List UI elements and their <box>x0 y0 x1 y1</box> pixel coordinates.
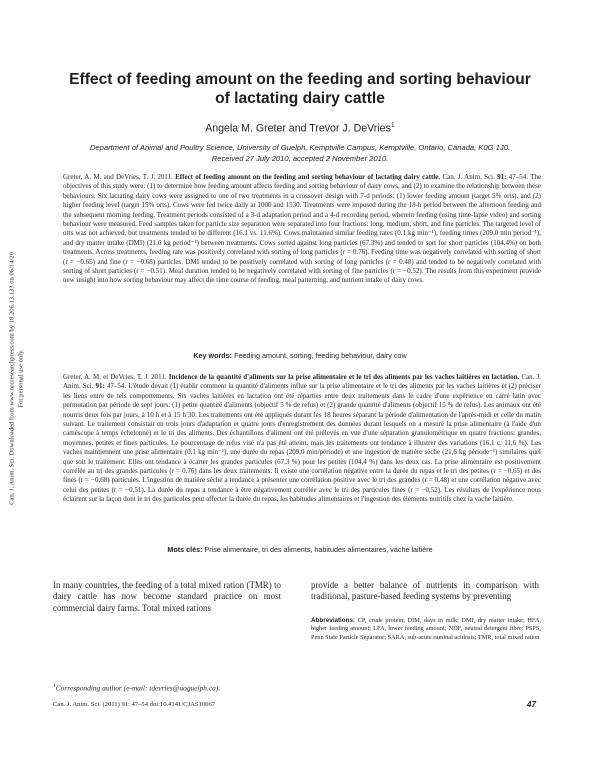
keywords-french <box>0 545 600 554</box>
abbreviations <box>311 617 541 642</box>
abstract-citation: Greter, A. M. and DeVries, T. J. 2011. <box>63 173 173 181</box>
abstract-english <box>63 173 541 286</box>
authors <box>60 122 540 135</box>
footnote-text: Corresponding author (e-mail: tdevries@uoguelph.ca). <box>55 683 221 693</box>
affiliation: Department of Animal and Poultry Science, University of Guelph, Kemptville Campus, Kemptville, Ontario, Canada, K0G 1J0. Received 27 July 2010, accepted 2 November 2010. <box>89 143 511 163</box>
abstract-title: Effect of feeding amount on the feeding and sorting behaviour of lactating dairy cattle. <box>175 173 441 181</box>
resume-citation: Greter, A. M. et DeVries, T. J. 2011. <box>63 373 167 381</box>
keywords-english <box>0 351 600 360</box>
mots-cles-text: Prise alimentaire, tri des aliments, habitudes alimentaires, vache laitière <box>204 545 433 554</box>
resume-volume: 91: <box>95 382 105 391</box>
resume-title: Incidence de la quantité d'aliments sur la prise alimentaire et le tri des aliments par les vaches laitières en lactation. <box>168 373 520 381</box>
footnote-marker: 1 <box>53 683 56 689</box>
footer-citation: Can. J. Anim. Sci. (2011) 91: 47–54 doi:10.4141/CJAS10067 <box>53 701 216 708</box>
download-line: Can. J. Anim. Sci. Downloaded from www.nrcresearchpress.com by 18.206.13.133 on 06/14/20 <box>8 252 16 505</box>
personal-use-line: For personal use only. <box>17 349 24 408</box>
abstract-french <box>63 373 541 505</box>
article-title: Effect of feeding amount on the feeding and sorting behaviour of lactating dairy cattle <box>69 71 531 107</box>
abstract-body: 47–54. The objectives of this study were: (1) to determine how feeding amount affects feeding and sorting behaviour of dairy cows, and (2) to examine the relationship between these behaviours. Six lactating dairy cows were assigned to one of two treatments in a crossover design with 7-d periods: (1) lower feeding amount (target 5% orts), and (2) higher feeding level (target 15% orts). Cows were fed twice daily at 1000 and 1530. Treatments were imposed during the 18-h period between the afternoon feeding and the subsequent morning feeding. Treatment periods consisted of a 3-d adaptation period and a 4-d recording period, wherein feeding (using time-lapse video) and sorting behaviour were measured. Feed samples taken for particle size separation were separated into four fractions: long, medium, short, and fine particles. The targeted level of orts was not achieved, but treatments tended to be different (16.1 vs. 11.6%). Cows maintained similar feeding rates (0.1 kg min⁻¹), feeding times (209.0 min period⁻¹), and dry matter intake (DMI) (21.6 kg period⁻¹) between treatments. Cows sorted against long particles (67.3%) and tended to sort for short particles (104.4%) on both treatments. Across treatments, feeding rate was positively correlated with sorting of long particles (r = 0.76). Feeding time was negatively correlated with sorting of short (r = −0.65) and fine (r = −0.68) particles. DMI tended to be positively correlated with sorting of long particles (r = 0.48) and tended to be negatively correlated with sorting of short particles (r = −0.51). Meal duration tended to be negatively correlated with sorting of fine particles (r = −0.52). The results from this experiment provide new insight into how sorting behaviour may affect the time course of feeding, meal patterning, and nutrient intake of dairy cows. <box>63 173 542 285</box>
author-names: Angela M. Greter and Trevor J. DeVries <box>205 122 391 135</box>
abbreviations-label: Abbreviations: <box>311 617 356 624</box>
body-column-left: In many countries, the feeding of a total mixed ration (TMR) to dairy cattle has now become standard practice on most commercial dairy farms. Total mixed rations <box>53 580 281 613</box>
download-sidebar <box>2 230 32 530</box>
abbreviations-text: CP, crude protein; DIM, days in milk; DMI, dry matter intake; HFA, higher feeding amount; LFA, lower feeding amount; NDF, neutral detergent fibre; PSPS, Penn State Particle Separator; SARA, sub-acute ruminal acidosis; TMR, total mixed ration <box>311 617 541 641</box>
keywords-label: Key words: <box>193 351 233 360</box>
resume-journal: Can. J. Anim. Sci. <box>63 373 542 391</box>
resume-body: 47–54. L'étude devait (1) établir comment la quantité d'aliments influe sur la prise alimentaire et le tri des aliments par les vaches laitières et (2) préciser les liens entre de tels comportements. Six vaches laitières en lactation ont été réparties entre deux traitements dans le cadre d'une expérience en carré latin avec permutation par période de sept jours: (1) petite quantité d'aliments (objectif 5 % de refus) et (2) grande quantité d'aliments (objectif 15 % de refus). Les animaux ont été nourris deux fois par jours, à 10 h et à 15 h 30. Les traitements ont été appliqués durant les 18 heures séparant la période d'alimentation de l'après-midi et celle du matin suivant. Le traitement consistait en trois jours d'adaptation et quatre jours d'enregistrement des données durant lesquels on a mesuré la prise alimentaire (à l'aide d'un caméscope à temps échelonné) et le tri des aliments. Des échantillons d'aliment ont été prélevés en vue d'une séparation granulométrique en quatre fractions: grandes, moyennes, petites et fines particules. Le pourcentage de refus visé n'a pas été atteint, mais les traitements ont tendance à illustrer des variations (16,1 c. 11,6 %). Les vaches maintiennent une prise alimentaire (0,1 kg min⁻¹), une durée du repas (209,0 min/période) et une ingestion de matière sèche (21,6 kg période⁻¹) similaires quel que soit le traitement. Elles ont tendance à écarter les grandes particules (67,3 %) pour les petites (104,4 %) dans les deux cas. La prise alimentaire est positivement corrélée au tri des grandes particules (r = 0,76) dans les deux traitements. Il existe une corrélation négative entre la durée du repas et le tri des petites (r = −0,65) et des fines (r = −0,68) particules. L'ingestion de matière sèche a tendance à présenter une corrélation positive avec le tri des grandes (r = 0,48) et une corrélation négative avec celui des petites (r = −0,51). La durée du repas a tendance à être négativement corrélée avec le tri des particules fines (r = −0,52). Les résultats de l'expérience nous éclairent sur la façon dont le tri des particules peut affecter la durée du repas, les habitudes alimentaires et l'ingestion des éléments nutritifs chez la vache laitière. <box>63 382 542 504</box>
keywords-text: Feeding amount, sorting, feeding behaviour, dairy cow <box>234 351 407 360</box>
body-column-right: provide a better balance of nutrients in comparison with traditional, pasture-based feeding systems by preventing <box>311 580 539 602</box>
author-footnote-marker: 1 <box>390 122 395 129</box>
page-number: 47 <box>527 700 536 709</box>
abstract-journal: Can. J. Anim. Sci. <box>442 173 495 181</box>
mots-cles-label: Mots clés: <box>167 545 203 554</box>
abstract-volume: 91: <box>497 173 507 181</box>
corresponding-author-footnote <box>53 683 293 692</box>
download-notice <box>9 229 26 529</box>
